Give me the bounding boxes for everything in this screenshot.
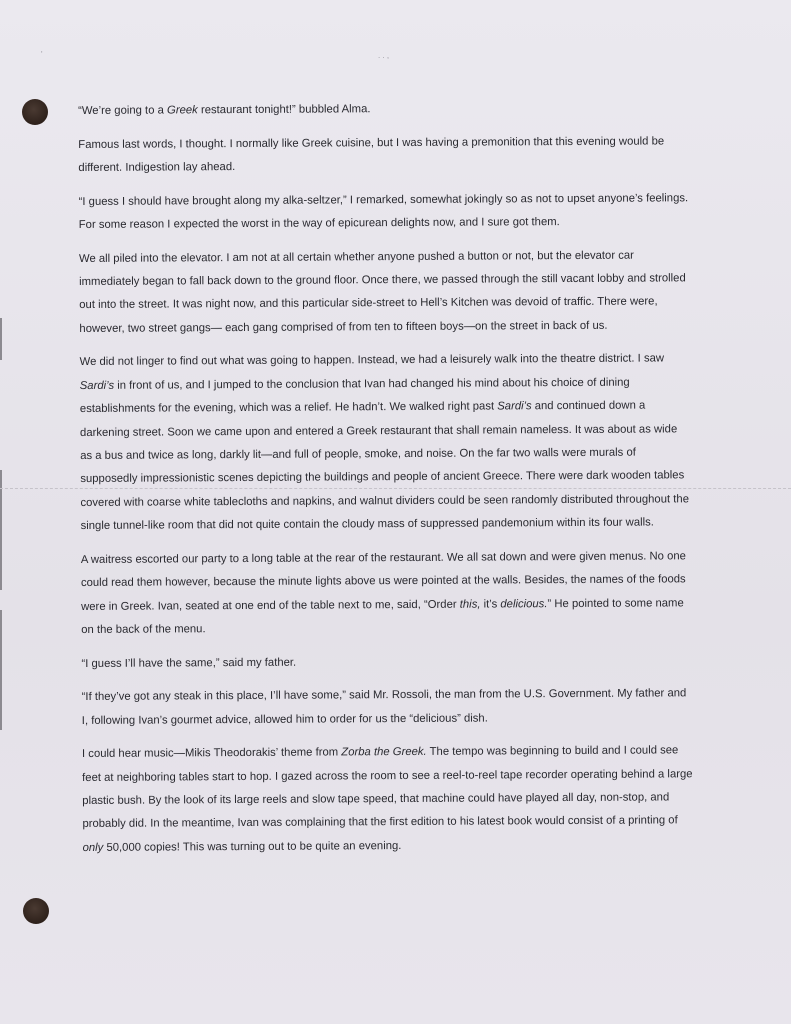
italic-text: Greek: [166, 104, 198, 117]
text-run: in front of us, and I jumped to the conclusion that Ivan had changed his mind about his choice of dining establishments for the evening, which was a relief. He hadn’t. We walked right past: [79, 376, 630, 416]
paragraph: [80, 348, 693, 539]
binder-hole-bottom: [23, 898, 49, 924]
text-run: Famous last words, I thought. I normally like Greek cuisine, but I was having a premonition that this evening would be different. Indigestion lay ahead.: [78, 135, 665, 174]
text-run: restaurant tonight!” bubbled Alma.: [197, 103, 371, 117]
paragraph: [82, 739, 695, 860]
edge-mark: [0, 610, 2, 730]
text-run: 50,000 copies! This was turning out to be quite an evening.: [103, 839, 402, 854]
text-run: “I guess I’ll have the same,” said my father.: [81, 656, 297, 670]
text-run: “If they’ve got any steak in this place, I’ll have some,” said Mr. Rossoli, the man from the U.S. Government. My father and I, following Ivan’s gourmet advice, allowed him to order for us the “delicious” dish.: [81, 687, 687, 727]
text-run: We did not linger to find out what was going to happen. Instead, we had a leisurely walk into the theatre district. I saw: [79, 352, 665, 369]
text-run: I could hear music—Mikis Theodorakis’ theme from: [81, 746, 342, 761]
binder-hole-top: [22, 99, 48, 125]
paragraph: [81, 545, 694, 642]
text-run: ” He pointed to some name on the back of the menu.: [81, 596, 684, 637]
document-body: [78, 96, 695, 870]
text-run: We all piled into the elevator. I am not at all certain whether anyone pushed a button or not, but the elevator car immediately began to fall back down to the ground floor. Once there, we passed through the still vacant lobby and strolled out into the street. It was night now, and this particular side-street to Hell’s Kitchen was devoid of traffic. There were, however, two street gangs— each gang comprised of from ten to fifteen boys—on the street in back of us.: [78, 249, 686, 335]
text-run: The tempo was beginning to build and I could see feet at neighboring tables start to hop. I gazed across the room to see a reel-to-reel tape recorder operating behind a large plastic bush. By the look of its large reels and slow tape speed, that machine could have played all day, non-stop, and probably did. In the meantime, Ivan was complaining that the first edition to his latest book would consist of a printing of: [82, 744, 693, 831]
italic-text: Sardi’s: [497, 400, 532, 413]
text-run: “I guess I should have brought along my alka-seltzer,” I remarked, somewhat jokingly so as not to upset anyone’s feelings. For some reason I expected the worst in the way of epicurean delights now, and I sure got them.: [78, 191, 689, 231]
italic-text: Sardi’s: [79, 379, 115, 392]
text-run: it’s: [480, 598, 501, 611]
speck-mark: . . ,: [378, 51, 390, 60]
edge-mark: [0, 318, 2, 360]
paragraph: [82, 683, 694, 734]
text-run: A waitress escorted our party to a long table at the rear of the restaurant. We all sat down and were given menus. No one could read them however, because the minute lights above us were pointed at the walls. Besides, the names of the foods were in Greek. Ivan, seated at one end of the table next to me, said, “Order: [80, 550, 686, 613]
paragraph: [79, 187, 691, 238]
paragraph: [79, 244, 692, 341]
italic-text: Zorba the Greek.: [341, 746, 427, 759]
paragraph: [78, 96, 690, 123]
paragraph: [78, 130, 690, 181]
italic-text: delicious.: [500, 597, 548, 611]
italic-text: only: [82, 841, 104, 854]
text-run: and continued down a darkening street. Soon we came upon and entered a Greek restaurant that shall remain nameless. It was about as wide as a bus and twice as long, darkly lit—and full of people, smoke, and noise. On the far two walls were murals of supposedly impressionistic scenes depicting the buildings and people of ancient Greece. There were dark wooden tables covered with coarse white tablecloths and napkins, and walnut dividers could be seen randomly distributed throughout the single tunnel-like room that did not quite contain the cloudy mass of suppressed pandemonium within its four walls.: [79, 399, 690, 533]
paragraph: [81, 649, 693, 676]
text-run: “We’re going to a: [78, 104, 168, 117]
italic-text: this,: [459, 598, 481, 611]
speck-mark: ': [41, 50, 43, 59]
